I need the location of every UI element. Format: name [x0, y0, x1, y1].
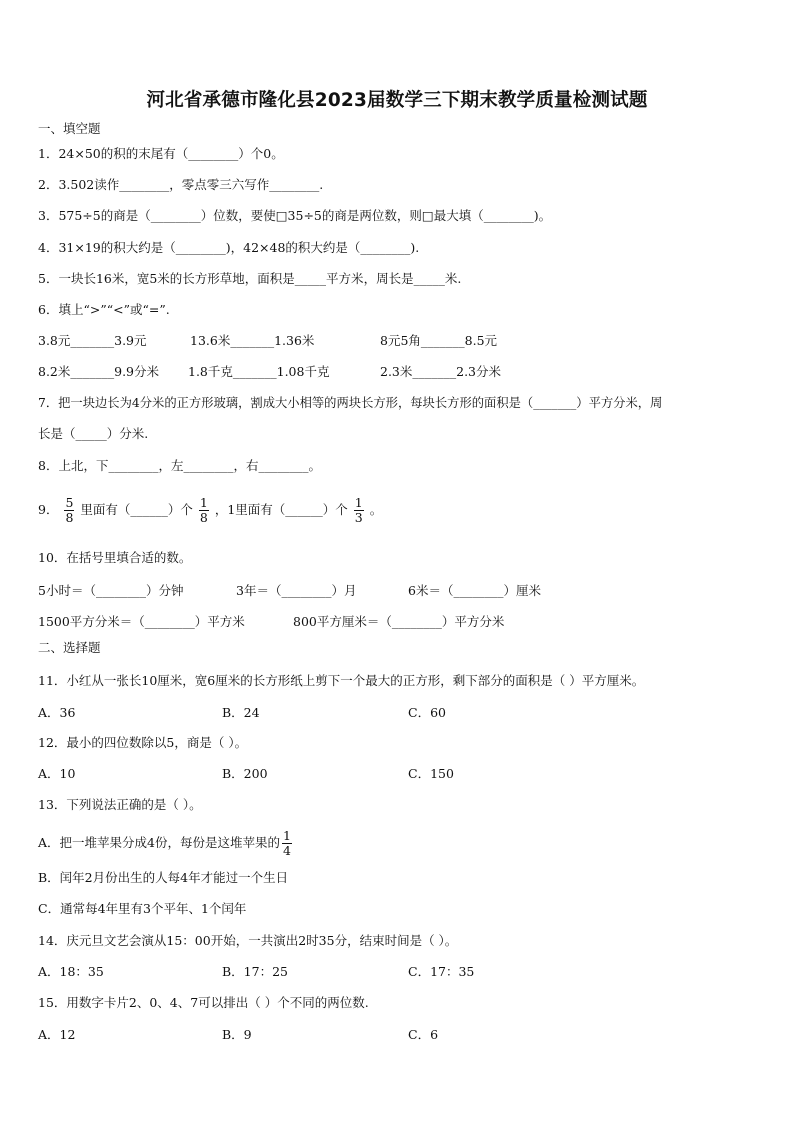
question-2: 2．3.502读作________，零点零三六写作________.: [38, 177, 324, 192]
fraction-one-eighth: $\frac{1}{8}$: [199, 495, 208, 525]
compare-item: 8.2米_______9.9分米: [38, 364, 160, 379]
question-10: 10．在括号里填合适的数。: [38, 550, 192, 565]
fraction-one-quarter: $\frac{1}{4}$: [282, 828, 291, 858]
question-14-options: [38, 964, 778, 980]
option-a: A．10: [38, 766, 76, 781]
question-6-row-2: [38, 364, 778, 380]
question-5: 5．一块长16米，宽5米的长方形草地，面积是_____平方米，周长是_____米.: [38, 271, 462, 286]
option-a: A．18：35: [38, 964, 104, 979]
q9-suffix: 。: [369, 502, 383, 517]
q9-text-1: 里面有（______）个: [80, 502, 193, 517]
question-12: 12．最小的四位数除以5，商是（ ）。: [38, 735, 248, 750]
compare-item: 3.8元_______3.9元: [38, 333, 147, 348]
question-7-line-2: 长是（_____）分米.: [38, 426, 149, 441]
page-title: 河北省承德市隆化县2023届数学三下期末教学质量检测试题: [146, 90, 648, 111]
question-11: 11．小红从一张长10厘米，宽6厘米的长方形纸上剪下一个最大的正方形，剩下部分的面积是（ ）平方厘米。: [38, 673, 645, 688]
question-4: 4．31×19的积大约是（________)，42×48的积大约是（________).: [38, 240, 420, 255]
question-15: 15．用数字卡片2、0、4、7可以排出（ ）个不同的两位数.: [38, 995, 369, 1010]
question-6-row-1: [38, 333, 778, 349]
compare-item: 2.3米_______2.3分米: [380, 364, 502, 379]
option-c: C．6: [408, 1027, 439, 1042]
section-choice-heading: 二、选择题: [38, 640, 101, 655]
question-13-option-c: C．通常每4年里有3个平年、1个闰年: [38, 901, 247, 916]
question-12-options: [38, 766, 778, 782]
question-13-option-a: [38, 825, 294, 861]
option-a-text: A．把一堆苹果分成4份，每份是这堆苹果的: [38, 835, 280, 850]
q9-prefix: 9．: [38, 502, 59, 517]
q9-text-2: ，1里面有（______）个: [214, 502, 348, 517]
conversion-item: 800平方厘米＝（________）平方分米: [293, 614, 505, 629]
conversion-item: 3年＝（________）月: [236, 583, 357, 598]
option-b: B．200: [222, 766, 268, 781]
question-11-options: [38, 705, 778, 721]
question-3: 3．575÷5的商是（________）位数，要使□35÷5的商是两位数，则□最大填（________)。: [38, 208, 552, 223]
option-b: B．17：25: [222, 964, 288, 979]
question-6: 6．填上“>”“<”或“=”.: [38, 302, 170, 317]
question-13: 13．下列说法正确的是（ ）。: [38, 797, 202, 812]
conversion-item: 1500平方分米＝（________）平方米: [38, 614, 245, 629]
question-9: [38, 493, 382, 527]
question-14: 14．庆元旦文艺会演从15：00开始，一共演出2时35分，结束时间是（ ）。: [38, 933, 458, 948]
option-a: A．36: [38, 705, 76, 720]
option-c: C．150: [408, 766, 454, 781]
question-13-option-b: B．闰年2月份出生的人每4年才能过一个生日: [38, 870, 289, 885]
question-7-line-1: 7．把一块边长为4分米的正方形玻璃，割成大小相等的两块长方形，每块长方形的面积是（_______）平方分米，周: [38, 396, 663, 410]
question-10-row-1: [38, 583, 778, 599]
conversion-item: 5小时＝（________）分钟: [38, 583, 184, 598]
option-b: B．24: [222, 705, 260, 720]
question-15-options: [38, 1027, 778, 1043]
compare-item: 13.6米_______1.36米: [190, 333, 315, 348]
fraction-one-third: $\frac{1}{3}$: [354, 495, 363, 525]
conversion-item: 6米＝（________）厘米: [408, 583, 541, 598]
option-b: B．9: [222, 1027, 252, 1042]
option-a: A．12: [38, 1027, 76, 1042]
question-10-row-2: [38, 614, 778, 630]
fraction-five-eighths: $\frac{5}{8}$: [65, 495, 74, 525]
compare-item: 1.8千克_______1.08千克: [188, 364, 330, 379]
compare-item: 8元5角_______8.5元: [380, 333, 498, 348]
question-8: 8．上北，下________，左________，右________。: [38, 458, 321, 473]
question-1: 1．24×50的积的末尾有（________）个0。: [38, 146, 284, 161]
option-c: C．60: [408, 705, 446, 720]
section-fill-blank-heading: 一、填空题: [38, 121, 101, 136]
option-c: C．17：35: [408, 964, 475, 979]
